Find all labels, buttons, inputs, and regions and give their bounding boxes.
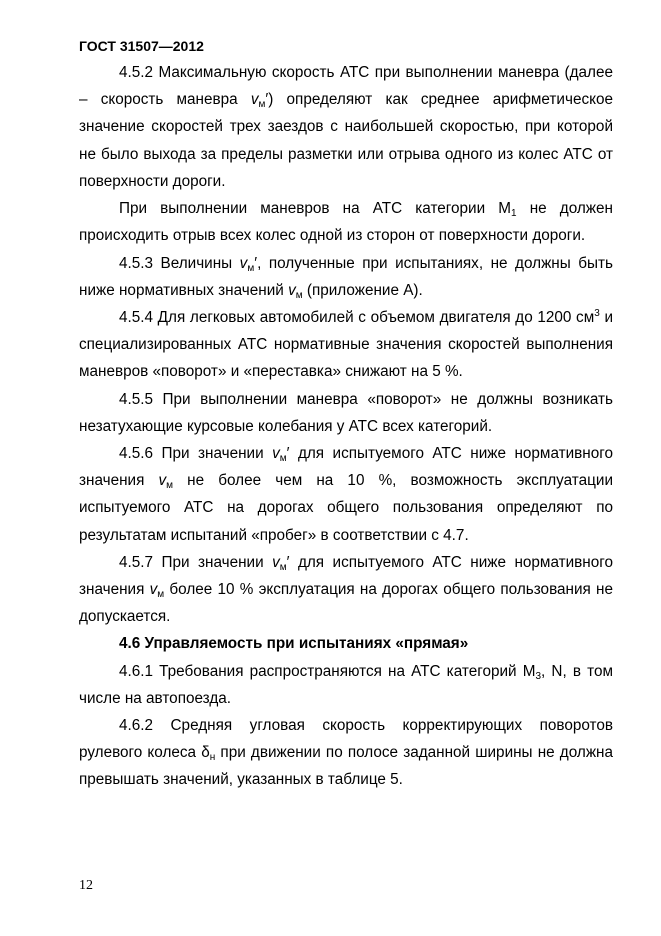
text-segment: ′ для испытуемого АТС ниже нормативного значения: [79, 445, 613, 490]
text-segment: ′) определяют как среднее арифметическое значение скоростей трех заездов с наибольшей скоростью, при которой не было выхода за пределы разметки или отрыва одного из колес АТС от поверхности дороги.: [79, 91, 613, 190]
paragraph-4-6-2: [79, 712, 613, 794]
text-segment: и специализированных АТС нормативные значения скоростей выполнения маневров «поворот» и «переставка» снижают на 5 %.: [79, 309, 613, 381]
paragraph-4-5-2: [79, 59, 613, 195]
paragraph-4-5-7: [79, 549, 613, 631]
variable-v: v: [272, 445, 280, 463]
subscript: м: [295, 289, 303, 301]
text-segment: При выполнении маневров на АТС категории M: [119, 200, 512, 218]
paragraph-4-5-6: [79, 440, 613, 549]
variable-v: v: [272, 553, 280, 571]
text-segment: 4.5.4 Для легковых автомобилей с объемом двигателя до 1200 см: [119, 309, 595, 327]
paragraph-4-5-5: 4.5.5 При выполнении маневра «поворот» не должны возникать незатухающие курсовые колебания у АТС всех категорий.: [79, 390, 613, 435]
document-header: ГОСТ 31507—2012: [79, 38, 204, 54]
text-segment: 4.6.2 Средняя угловая скорость корректирующих поворотов рулевого колеса δ: [79, 717, 613, 762]
subscript: м: [279, 561, 287, 573]
superscript: 3: [594, 308, 600, 320]
variable-v: v: [288, 281, 296, 299]
text-segment: , N, в том числе на автопоезда.: [79, 662, 613, 707]
text-segment: 4.5.2 Максимальную скорость АТС при выполнении маневра (далее – скорость маневра: [79, 64, 613, 109]
text-segment: ′ для испытуемого АТС ниже нормативного значения: [79, 553, 613, 599]
text-segment: 4.5.6 При значении: [119, 445, 273, 463]
subscript: м: [258, 99, 266, 111]
subscript: м: [166, 480, 174, 492]
text-segment: при движении по полосе заданной ширины не должна превышать значений, указанных в таблице 5.: [79, 744, 614, 789]
variable-v: v: [250, 91, 259, 109]
text-segment: 4.6.1 Требования распространяются на АТС категорий M: [119, 662, 536, 680]
subscript: 3: [535, 670, 542, 682]
subscript: 1: [511, 208, 517, 220]
variable-v: v: [239, 254, 248, 272]
text-segment: не более чем на 10 %, возможность эксплуатации испытуемого АТС на дорогах общего пользования определяют по результатам испытаний «пробег» в соответствии с 4.7.: [79, 472, 613, 544]
text-segment: (приложение А).: [302, 281, 423, 299]
paragraph-4-6-1: [79, 658, 613, 712]
subscript: м: [279, 453, 287, 465]
page-number: 12: [79, 878, 93, 893]
text-segment: ′, полученные при испытаниях, не должны быть ниже нормативных значений: [79, 254, 613, 299]
text-segment: более 10 % эксплуатация на дорогах общего пользования не допускается.: [79, 581, 613, 626]
paragraph-m1-wheels: [79, 195, 613, 249]
text-segment: не должен происходить отрыв всех колес одной из сторон от поверхности дороги.: [79, 200, 613, 245]
document-body: [79, 59, 613, 794]
subscript: н: [209, 752, 216, 764]
section-heading-4-6: 4.6 Управляемость при испытаниях «прямая»: [119, 635, 469, 653]
text-segment: 4.5.3 Величины: [119, 254, 240, 272]
paragraph-4-5-3: [79, 250, 613, 304]
subscript: м: [247, 262, 255, 274]
paragraph-4-5-4: [79, 304, 613, 386]
subscript: м: [157, 589, 165, 601]
variable-v: v: [158, 472, 167, 490]
text-segment: 4.5.7 При значении: [119, 553, 273, 571]
variable-v: v: [149, 581, 158, 599]
